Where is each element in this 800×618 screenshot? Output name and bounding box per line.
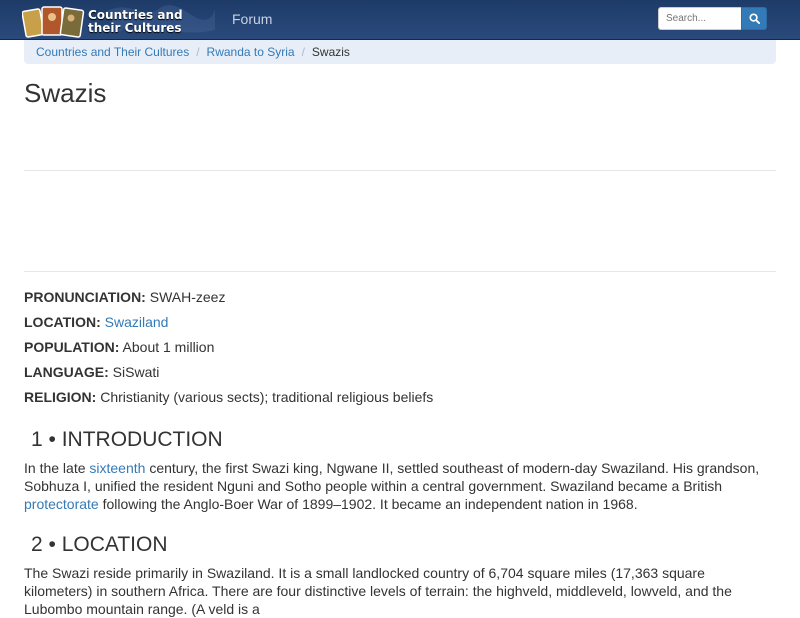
location-paragraph: The Swazi reside primarily in Swaziland. It is a small landlocked country of 6,704 square miles (17,363 square kilometers) in southern Africa. There are four distinctive levels of terrain: the highveld, middleveld, lowveld, and the Lubombo mountain range. (A veld is a <box>24 565 732 617</box>
fact-religion <box>24 389 776 414</box>
site-logo[interactable] <box>22 4 212 40</box>
fact-label: POPULATION: <box>24 339 120 355</box>
logo-line-2: their Cultures <box>88 21 182 35</box>
nav-forum-link[interactable]: Forum <box>232 11 273 27</box>
location-link[interactable]: Swaziland <box>104 314 169 330</box>
fact-label: LOCATION: <box>24 314 101 330</box>
fact-label: PRONUNCIATION: <box>24 289 146 305</box>
section-heading-location: 2 • LOCATION <box>31 533 168 556</box>
logo-images-icon <box>22 4 86 40</box>
divider <box>24 170 776 171</box>
sixteenth-link[interactable]: sixteenth <box>89 460 146 476</box>
fact-value: Christianity (various sects); traditional religious beliefs <box>100 389 434 405</box>
top-navbar <box>0 0 800 40</box>
logo-line-1: Countries and <box>88 8 183 22</box>
search-icon <box>749 13 760 24</box>
text-run: century, the first Swazi king, Ngwane II, settled southeast of modern-day Swaziland. His grandson, Sobhuza I, unified the resident Nguni and Sotho people within a central government. Swaziland became a British <box>24 460 760 494</box>
protectorate-link[interactable]: protectorate <box>24 496 99 512</box>
fact-pronunciation <box>24 289 776 314</box>
fact-value: About 1 million <box>122 339 215 355</box>
fact-value: SiSwati <box>112 364 160 380</box>
section-heading-introduction: 1 • INTRODUCTION <box>31 428 223 451</box>
introduction-paragraph <box>24 459 776 513</box>
breadcrumb-separator: / <box>196 45 200 59</box>
search-input[interactable] <box>658 7 742 30</box>
breadcrumb-separator: / <box>301 45 305 59</box>
fact-label: RELIGION: <box>24 389 97 405</box>
breadcrumb-current: Swazis <box>311 45 350 59</box>
logo-text <box>88 9 183 35</box>
fact-value: SWAH-zeez <box>149 289 226 305</box>
breadcrumb <box>24 40 776 64</box>
breadcrumb-countries-link[interactable]: Countries and Their Cultures <box>36 45 190 59</box>
fact-language <box>24 364 776 389</box>
fact-label: LANGUAGE: <box>24 364 109 380</box>
text-run: In the late <box>24 460 90 476</box>
breadcrumb-rwanda-to-syria-link[interactable]: Rwanda to Syria <box>206 45 295 59</box>
divider <box>24 271 776 272</box>
text-run: following the Anglo-Boer War of 1899–1902. It became an independent nation in 1968. <box>98 496 638 512</box>
page-title: Swazis <box>24 78 107 108</box>
fact-population <box>24 339 776 364</box>
search-button[interactable] <box>741 7 767 30</box>
fact-location <box>24 314 776 339</box>
facts-list <box>24 289 776 414</box>
